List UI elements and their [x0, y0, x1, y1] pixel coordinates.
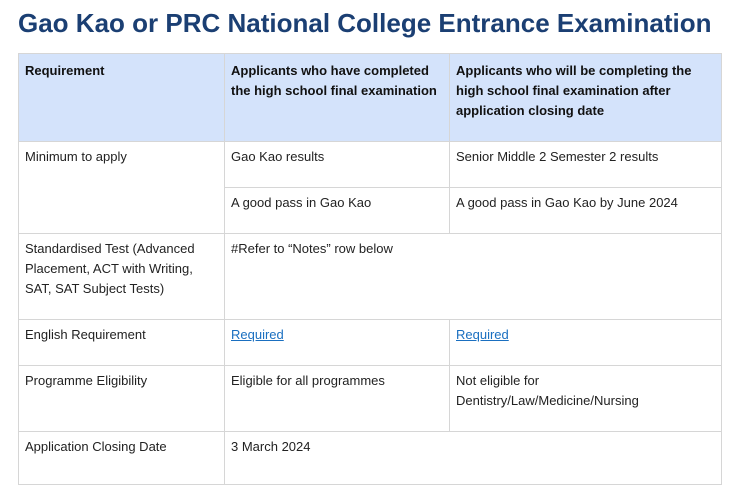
table-row-programme	[19, 366, 722, 432]
table-header-row	[19, 54, 722, 142]
header-completed: Applicants who have completed the high school final examination	[225, 54, 450, 142]
header-requirement: Requirement	[19, 54, 225, 142]
minimum-label: Minimum to apply	[19, 142, 225, 234]
header-completing: Applicants who will be completing the high school final examination after application closing date	[450, 54, 722, 142]
minimum-completing-results: Senior Middle 2 Semester 2 results	[450, 142, 722, 188]
english-completing-cell	[450, 320, 722, 366]
closing-value: 3 March 2024	[225, 432, 722, 485]
table-row-english	[19, 320, 722, 366]
closing-label: Application Closing Date	[19, 432, 225, 485]
table-row-standardised-test	[19, 234, 722, 320]
programme-completed: Eligible for all programmes	[225, 366, 450, 432]
programme-label: Programme Eligibility	[19, 366, 225, 432]
page-title: Gao Kao or PRC National College Entrance Examination	[18, 8, 712, 38]
requirements-table	[18, 53, 722, 485]
standardised-label: Standardised Test (Advanced Placement, ACT with Writing, SAT, SAT Subject Tests)	[19, 234, 225, 320]
table-row-closing-date	[19, 432, 722, 485]
english-label: English Requirement	[19, 320, 225, 366]
standardised-value: #Refer to “Notes” row below	[225, 234, 722, 320]
minimum-completed-results: Gao Kao results	[225, 142, 450, 188]
table-row-minimum	[19, 142, 722, 188]
minimum-completing-pass: A good pass in Gao Kao by June 2024	[450, 188, 722, 234]
programme-completing: Not eligible for Dentistry/Law/Medicine/Nursing	[450, 366, 722, 432]
english-required-link-completing[interactable]: Required	[456, 327, 509, 342]
minimum-completed-pass: A good pass in Gao Kao	[225, 188, 450, 234]
english-required-link-completed[interactable]: Required	[231, 327, 284, 342]
english-completed-cell	[225, 320, 450, 366]
